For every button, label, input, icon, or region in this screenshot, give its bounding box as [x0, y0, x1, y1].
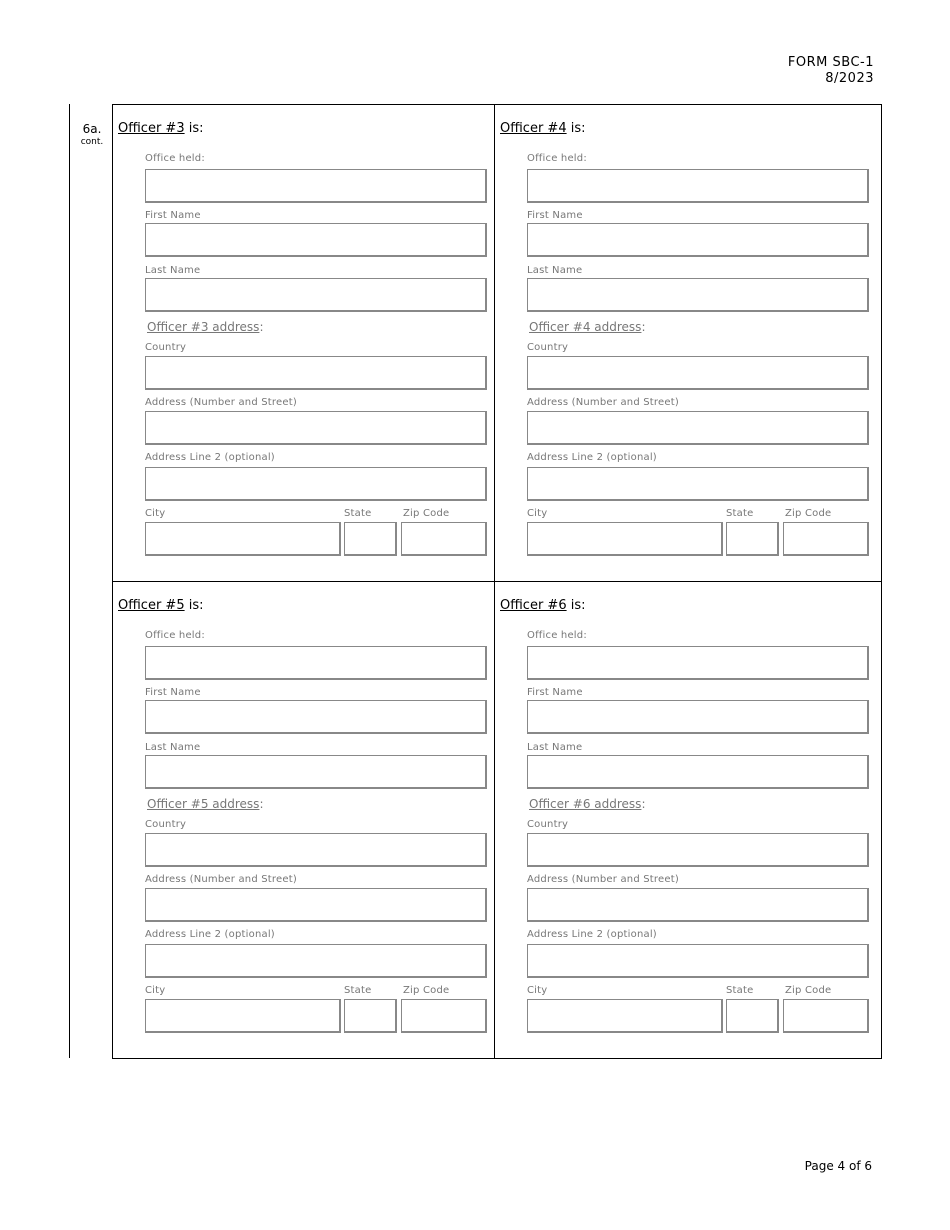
- officer-5-city-field[interactable]: [145, 999, 341, 1033]
- officer-5-line2-field[interactable]: [145, 944, 487, 978]
- officer-5-zip-label: Zip Code: [403, 985, 450, 996]
- officer-5-first-name-field[interactable]: [145, 700, 487, 734]
- section-number: [72, 122, 112, 148]
- page-number: Page 4 of 6: [804, 1159, 872, 1173]
- officer-5-line2-label: Address Line 2 (optional): [145, 929, 275, 940]
- form-date: 8/2023: [825, 71, 874, 86]
- officer-4-zip-field[interactable]: [783, 522, 869, 556]
- officer-3-office-held-label: Office held:: [145, 153, 205, 164]
- officer-3-block: [113, 105, 494, 581]
- officer-3-state-field[interactable]: [344, 522, 397, 556]
- officer-4-city-label: City: [527, 508, 548, 519]
- officer-5-first-name-label: First Name: [145, 687, 201, 698]
- officer-3-title-link: Officer #3: [118, 121, 185, 136]
- officer-5-street-label: Address (Number and Street): [145, 874, 297, 885]
- officer-5-block: [113, 582, 494, 1058]
- officer-4-line2-label: Address Line 2 (optional): [527, 452, 657, 463]
- officer-4-street-field[interactable]: [527, 411, 869, 445]
- officer-4-city-field[interactable]: [527, 522, 723, 556]
- officer-5-title-link: Officer #5: [118, 598, 185, 613]
- officer-5-zip-field[interactable]: [401, 999, 487, 1033]
- officer-3-office-held-field[interactable]: [145, 169, 487, 203]
- officer-4-country-field[interactable]: [527, 356, 869, 390]
- officer-6-address-heading: Officer #6 address:: [529, 797, 646, 811]
- officer-3-title: Officer #3 is:: [118, 121, 204, 136]
- officer-4-office-held-label: Office held:: [527, 153, 587, 164]
- officer-6-last-name-field[interactable]: [527, 755, 869, 789]
- officer-6-office-held-label: Office held:: [527, 630, 587, 641]
- officer-3-street-label: Address (Number and Street): [145, 397, 297, 408]
- officer-5-state-label: State: [344, 985, 372, 996]
- officer-5-country-label: Country: [145, 819, 187, 830]
- officer-5-title: Officer #5 is:: [118, 598, 204, 613]
- officer-4-country-label: Country: [527, 342, 569, 353]
- officer-5-last-name-label: Last Name: [145, 742, 201, 753]
- officer-5-country-field[interactable]: [145, 833, 487, 867]
- form-header: [788, 55, 874, 87]
- officer-6-line2-field[interactable]: [527, 944, 869, 978]
- officer-4-title: Officer #4 is:: [500, 121, 586, 136]
- section-cont-label: cont.: [80, 137, 104, 147]
- officer-3-country-field[interactable]: [145, 356, 487, 390]
- officer-4-title-link: Officer #4: [500, 121, 567, 136]
- officer-3-zip-field[interactable]: [401, 522, 487, 556]
- officer-5-address-heading: Officer #5 address:: [147, 797, 264, 811]
- officer-3-state-label: State: [344, 508, 372, 519]
- officer-4-street-label: Address (Number and Street): [527, 397, 679, 408]
- form-id: FORM SBC-1: [787, 55, 874, 70]
- officer-6-title: Officer #6 is:: [500, 598, 586, 613]
- officer-3-last-name-field[interactable]: [145, 278, 487, 312]
- section-rule: [69, 104, 70, 1058]
- officer-4-last-name-label: Last Name: [527, 265, 583, 276]
- officer-3-line2-label: Address Line 2 (optional): [145, 452, 275, 463]
- officer-5-last-name-field[interactable]: [145, 755, 487, 789]
- officer-6-state-label: State: [726, 985, 754, 996]
- officer-5-office-held-label: Office held:: [145, 630, 205, 641]
- officer-4-block: [495, 105, 876, 581]
- officer-3-country-label: Country: [145, 342, 187, 353]
- officer-3-street-field[interactable]: [145, 411, 487, 445]
- officer-6-country-label: Country: [527, 819, 569, 830]
- officer-3-zip-label: Zip Code: [403, 508, 450, 519]
- officer-4-line2-field[interactable]: [527, 467, 869, 501]
- officer-3-address-heading: Officer #3 address:: [147, 320, 264, 334]
- officer-6-office-held-field[interactable]: [527, 646, 869, 680]
- officer-5-state-field[interactable]: [344, 999, 397, 1033]
- officer-5-street-field[interactable]: [145, 888, 487, 922]
- officer-3-city-label: City: [145, 508, 166, 519]
- officer-4-address-heading: Officer #4 address:: [529, 320, 646, 334]
- officer-6-line2-label: Address Line 2 (optional): [527, 929, 657, 940]
- officer-4-first-name-label: First Name: [527, 210, 583, 221]
- officer-4-first-name-field[interactable]: [527, 223, 869, 257]
- officer-6-title-link: Officer #6: [500, 598, 567, 613]
- officer-3-city-field[interactable]: [145, 522, 341, 556]
- officer-4-state-label: State: [726, 508, 754, 519]
- officer-3-first-name-label: First Name: [145, 210, 201, 221]
- officer-6-last-name-label: Last Name: [527, 742, 583, 753]
- officer-6-street-field[interactable]: [527, 888, 869, 922]
- officer-6-block: [495, 582, 876, 1058]
- officer-4-last-name-field[interactable]: [527, 278, 869, 312]
- section-number-label: 6a.: [82, 122, 102, 136]
- officer-6-zip-label: Zip Code: [785, 985, 832, 996]
- officer-6-first-name-label: First Name: [527, 687, 583, 698]
- officer-3-first-name-field[interactable]: [145, 223, 487, 257]
- officer-6-first-name-field[interactable]: [527, 700, 869, 734]
- officer-4-office-held-field[interactable]: [527, 169, 869, 203]
- officer-3-line2-field[interactable]: [145, 467, 487, 501]
- officer-5-office-held-field[interactable]: [145, 646, 487, 680]
- officer-6-street-label: Address (Number and Street): [527, 874, 679, 885]
- officer-6-state-field[interactable]: [726, 999, 779, 1033]
- officer-3-last-name-label: Last Name: [145, 265, 201, 276]
- officer-4-zip-label: Zip Code: [785, 508, 832, 519]
- officer-6-zip-field[interactable]: [783, 999, 869, 1033]
- officer-6-city-label: City: [527, 985, 548, 996]
- officer-4-state-field[interactable]: [726, 522, 779, 556]
- officer-6-country-field[interactable]: [527, 833, 869, 867]
- officer-6-city-field[interactable]: [527, 999, 723, 1033]
- officer-5-city-label: City: [145, 985, 166, 996]
